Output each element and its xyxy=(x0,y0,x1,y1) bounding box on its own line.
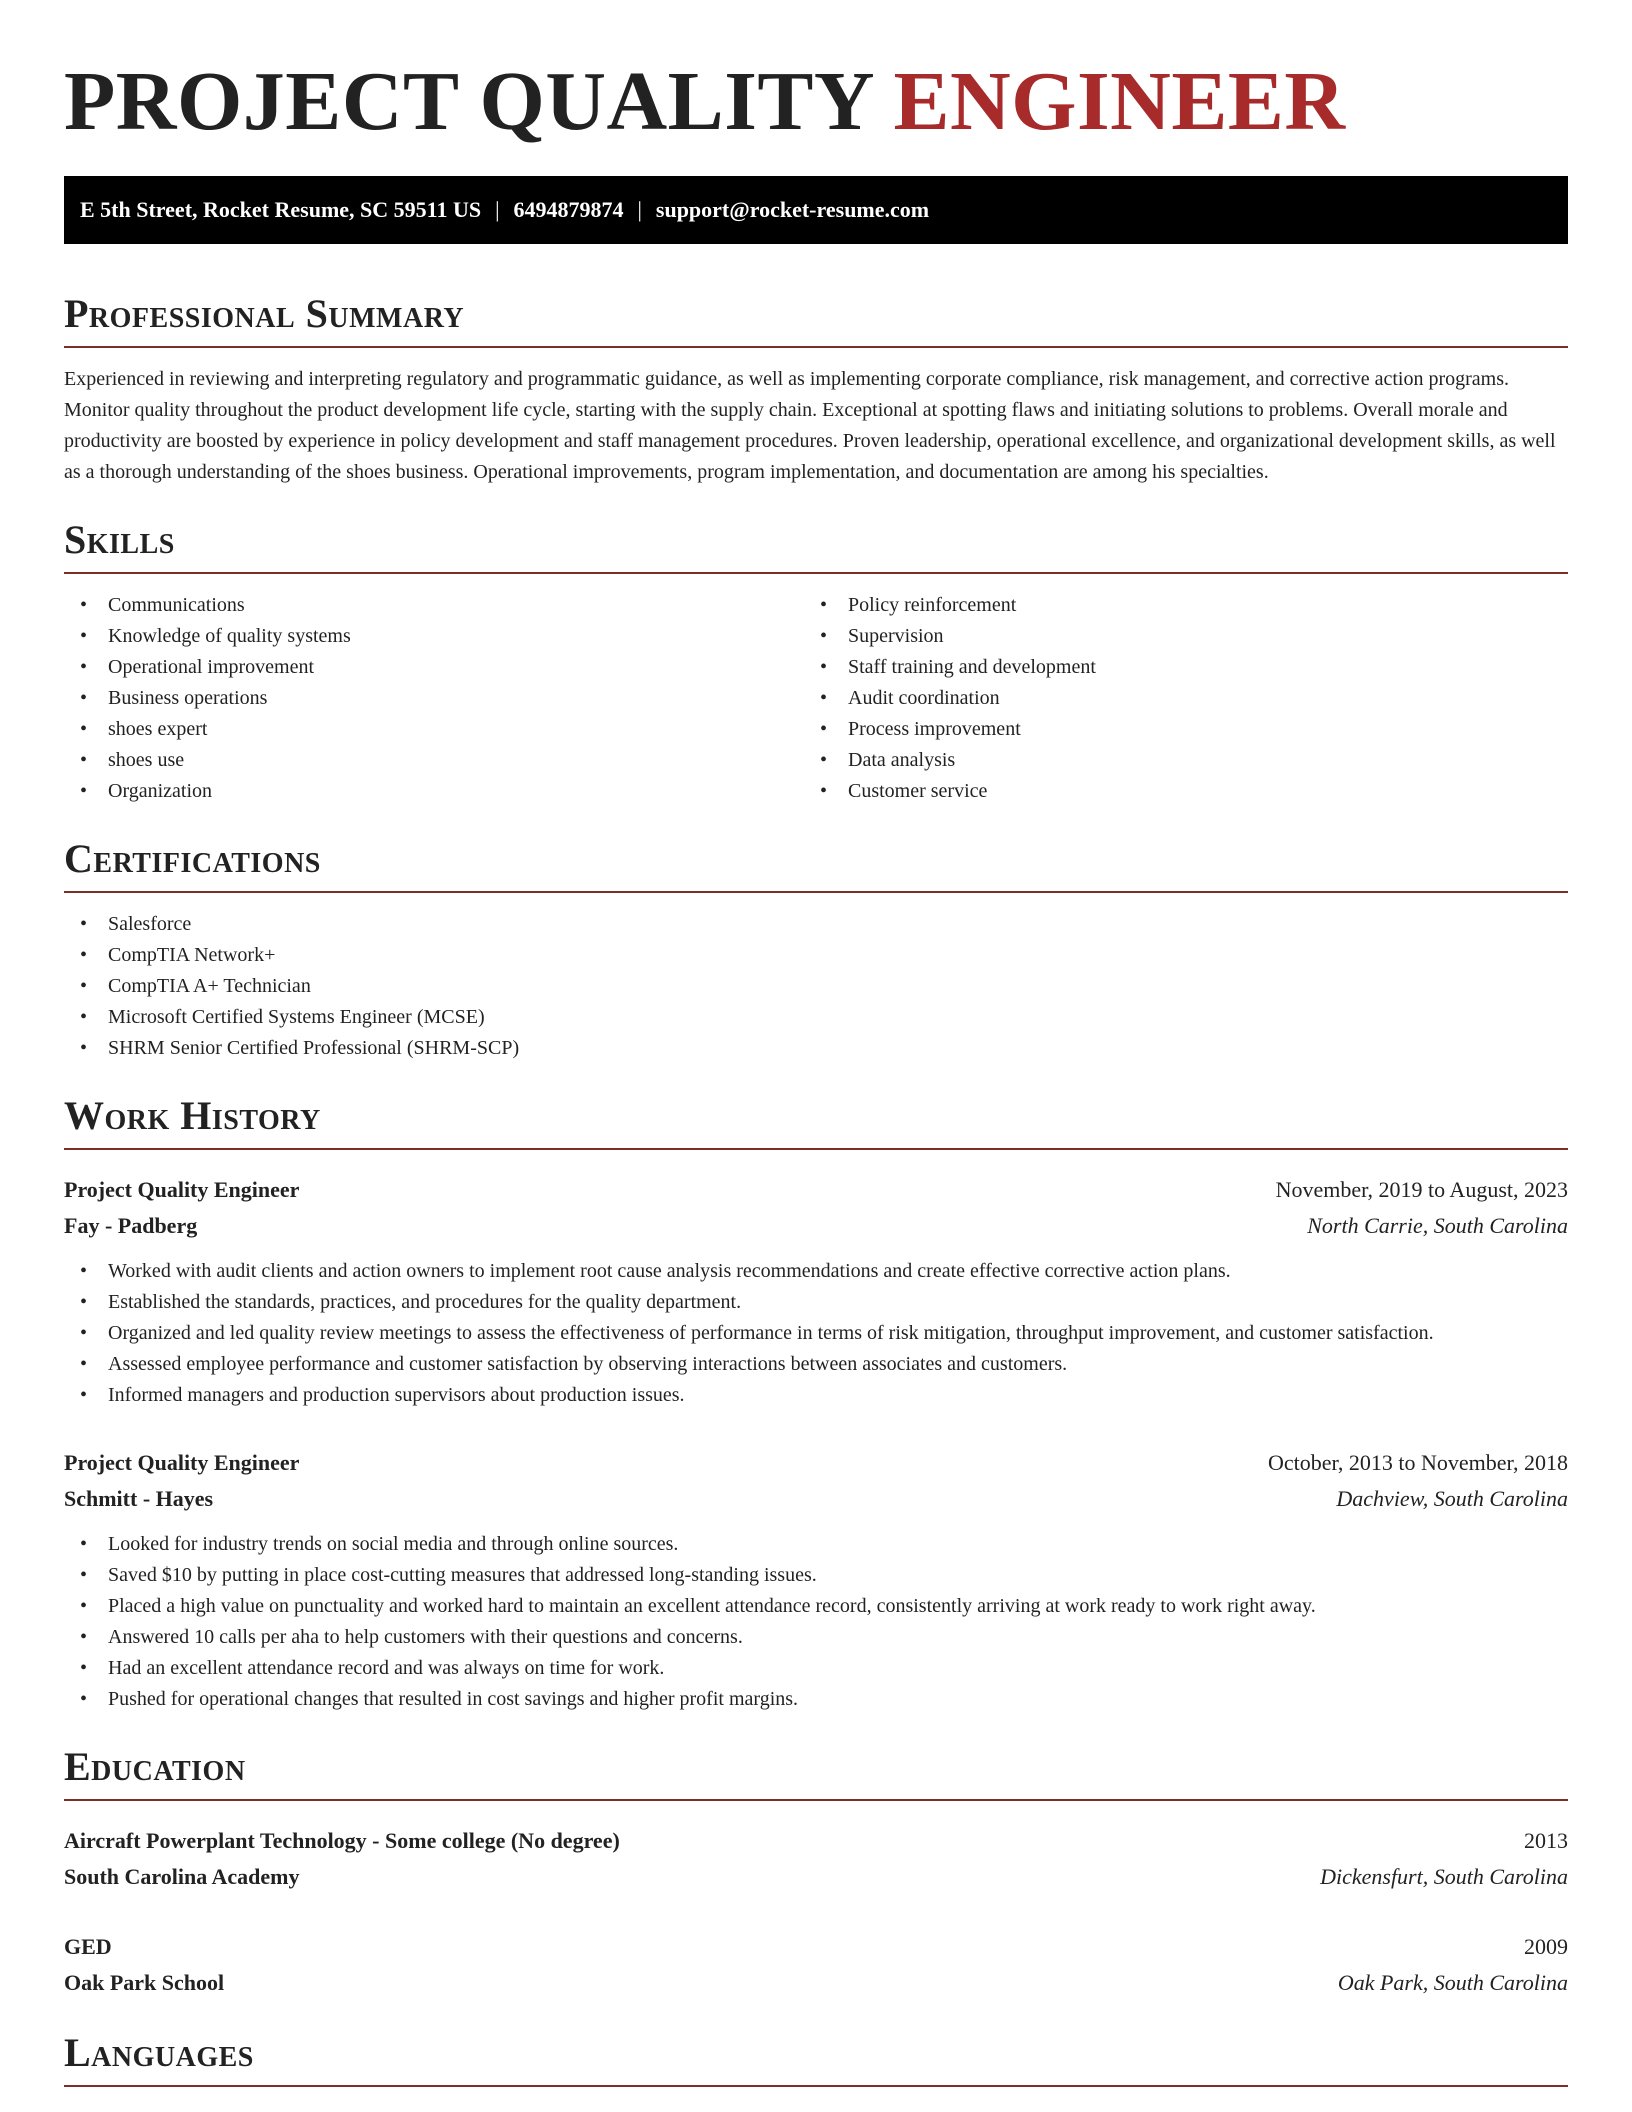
certifications-list xyxy=(64,909,1568,1064)
education-location: Dickensfurt, South Carolina xyxy=(1320,1864,1568,1889)
skill-item: • Data analysis xyxy=(804,745,1544,776)
certification-item: • Salesforce xyxy=(64,909,1568,940)
job-company: Schmitt - Hayes xyxy=(64,1486,214,1511)
job-bullet: • Informed managers and production supervisors about production issues. xyxy=(64,1380,1568,1411)
contact-phone: 6494879874 xyxy=(513,197,624,222)
education-entry xyxy=(64,1823,1568,1895)
education-degree: GED xyxy=(64,1934,112,1959)
job-header-row xyxy=(64,1172,1568,1208)
job-location: Dachview, South Carolina xyxy=(1336,1486,1568,1511)
contact-separator: | xyxy=(495,197,500,222)
education-school-row xyxy=(64,1965,1568,2001)
education-location: Oak Park, South Carolina xyxy=(1337,1970,1568,1995)
skills-grid xyxy=(64,590,1568,807)
job-bullets xyxy=(64,1529,1568,1715)
job-bullet: • Placed a high value on punctuality and worked hard to maintain an excellent attendance record, consistently arriving at work ready to work right away. xyxy=(64,1591,1568,1622)
education-degree-row xyxy=(64,1929,1568,1965)
education-degree-row xyxy=(64,1823,1568,1859)
summary-text: Experienced in reviewing and interpreting regulatory and programmatic guidance, as well as implementing corporate compliance, risk management, and corrective action programs. Monitor quality throughout the product development life cycle, starting with the supply chain. Exceptional at spotting flaws and initiating solutions to problems. Overall morale and productivity are boosted by experience in policy development and staff management procedures. Proven leadership, operational excellence, and organizational development skills, as well as a thorough understanding of the shoes business. Operational improvements, program implementation, and documentation are among his specialties. xyxy=(64,368,1556,483)
skill-item: • Supervision xyxy=(804,621,1544,652)
job-location: North Carrie, South Carolina xyxy=(1307,1213,1568,1238)
education-entry xyxy=(64,1929,1568,2001)
skill-item: • Knowledge of quality systems xyxy=(64,621,804,652)
section-heading-skills: Skills xyxy=(64,514,1568,574)
job-bullet: • Looked for industry trends on social media and through online sources. xyxy=(64,1529,1568,1560)
job-title: Project Quality Engineer xyxy=(64,1177,300,1202)
certification-item: • CompTIA A+ Technician xyxy=(64,971,1568,1002)
skill-item: • Business operations xyxy=(64,683,804,714)
contact-separator: | xyxy=(637,197,642,222)
job-bullet: • Organized and led quality review meetings to assess the effectiveness of performance in terms of risk mitigation, throughput improvement, and customer satisfaction. xyxy=(64,1318,1568,1349)
job-header-row xyxy=(64,1445,1568,1481)
job-title: Project Quality Engineer xyxy=(64,1450,300,1475)
job-company: Fay - Padberg xyxy=(64,1213,198,1238)
skills-list-left xyxy=(64,590,804,807)
job-bullet: • Had an excellent attendance record and was always on time for work. xyxy=(64,1653,1568,1684)
languages-section xyxy=(64,2027,1568,2087)
contact-email[interactable]: support@rocket-resume.com xyxy=(655,197,930,222)
section-heading-education: Education xyxy=(64,1741,1568,1801)
education-school-row xyxy=(64,1859,1568,1895)
section-heading-work-history: Work History xyxy=(64,1090,1568,1150)
job-entry xyxy=(64,1445,1568,1715)
job-company-row xyxy=(64,1208,1568,1244)
job-bullet: • Saved $10 by putting in place cost-cutting measures that addressed long-standing issues. xyxy=(64,1560,1568,1591)
education-section xyxy=(64,1741,1568,2001)
skill-item: • Organization xyxy=(64,776,804,807)
summary-section xyxy=(64,288,1568,488)
title-main: PROJECT QUALITY xyxy=(64,55,894,148)
certification-item: • SHRM Senior Certified Professional (SHRM-SCP) xyxy=(64,1033,1568,1064)
work-history-section xyxy=(64,1090,1568,1715)
skill-item: • shoes use xyxy=(64,745,804,776)
skill-item: • Process improvement xyxy=(804,714,1544,745)
section-heading-languages: Languages xyxy=(64,2027,1568,2087)
certification-item: • Microsoft Certified Systems Engineer (MCSE) xyxy=(64,1002,1568,1033)
skill-item: • Communications xyxy=(64,590,804,621)
resume-title xyxy=(64,52,1568,152)
job-bullet: • Pushed for operational changes that resulted in cost savings and higher profit margins. xyxy=(64,1684,1568,1715)
education-school: Oak Park School xyxy=(64,1970,225,1995)
job-bullet: • Answered 10 calls per aha to help customers with their questions and concerns. xyxy=(64,1622,1568,1653)
job-bullet: • Assessed employee performance and customer satisfaction by observing interactions between associates and customers. xyxy=(64,1349,1568,1380)
skill-item: • shoes expert xyxy=(64,714,804,745)
title-accent: ENGINEER xyxy=(893,55,1346,148)
education-year: 2009 xyxy=(1524,1934,1568,1959)
skill-item: • Policy reinforcement xyxy=(804,590,1544,621)
skills-section xyxy=(64,514,1568,807)
section-heading-certifications: Certifications xyxy=(64,833,1568,893)
certification-item: • CompTIA Network+ xyxy=(64,940,1568,971)
job-bullet: • Established the standards, practices, and procedures for the quality department. xyxy=(64,1287,1568,1318)
skills-list-right xyxy=(804,590,1544,807)
job-dates: November, 2019 to August, 2023 xyxy=(1275,1177,1568,1202)
skill-item: • Audit coordination xyxy=(804,683,1544,714)
job-dates: October, 2013 to November, 2018 xyxy=(1267,1450,1568,1475)
job-entry xyxy=(64,1172,1568,1411)
education-school: South Carolina Academy xyxy=(64,1864,300,1889)
education-degree: Aircraft Powerplant Technology - Some college (No degree) xyxy=(64,1828,620,1853)
skill-item: • Customer service xyxy=(804,776,1544,807)
contact-address: E 5th Street, Rocket Resume, SC 59511 US xyxy=(80,197,482,222)
skill-item: • Staff training and development xyxy=(804,652,1544,683)
education-year: 2013 xyxy=(1524,1828,1568,1853)
job-bullets xyxy=(64,1256,1568,1411)
certifications-section xyxy=(64,833,1568,1064)
contact-bar xyxy=(64,176,1568,244)
job-company-row xyxy=(64,1481,1568,1517)
job-bullet: • Worked with audit clients and action owners to implement root cause analysis recommendations and create effective corrective action plans. xyxy=(64,1256,1568,1287)
skill-item: • Operational improvement xyxy=(64,652,804,683)
section-heading-summary: Professional Summary xyxy=(64,288,1568,348)
